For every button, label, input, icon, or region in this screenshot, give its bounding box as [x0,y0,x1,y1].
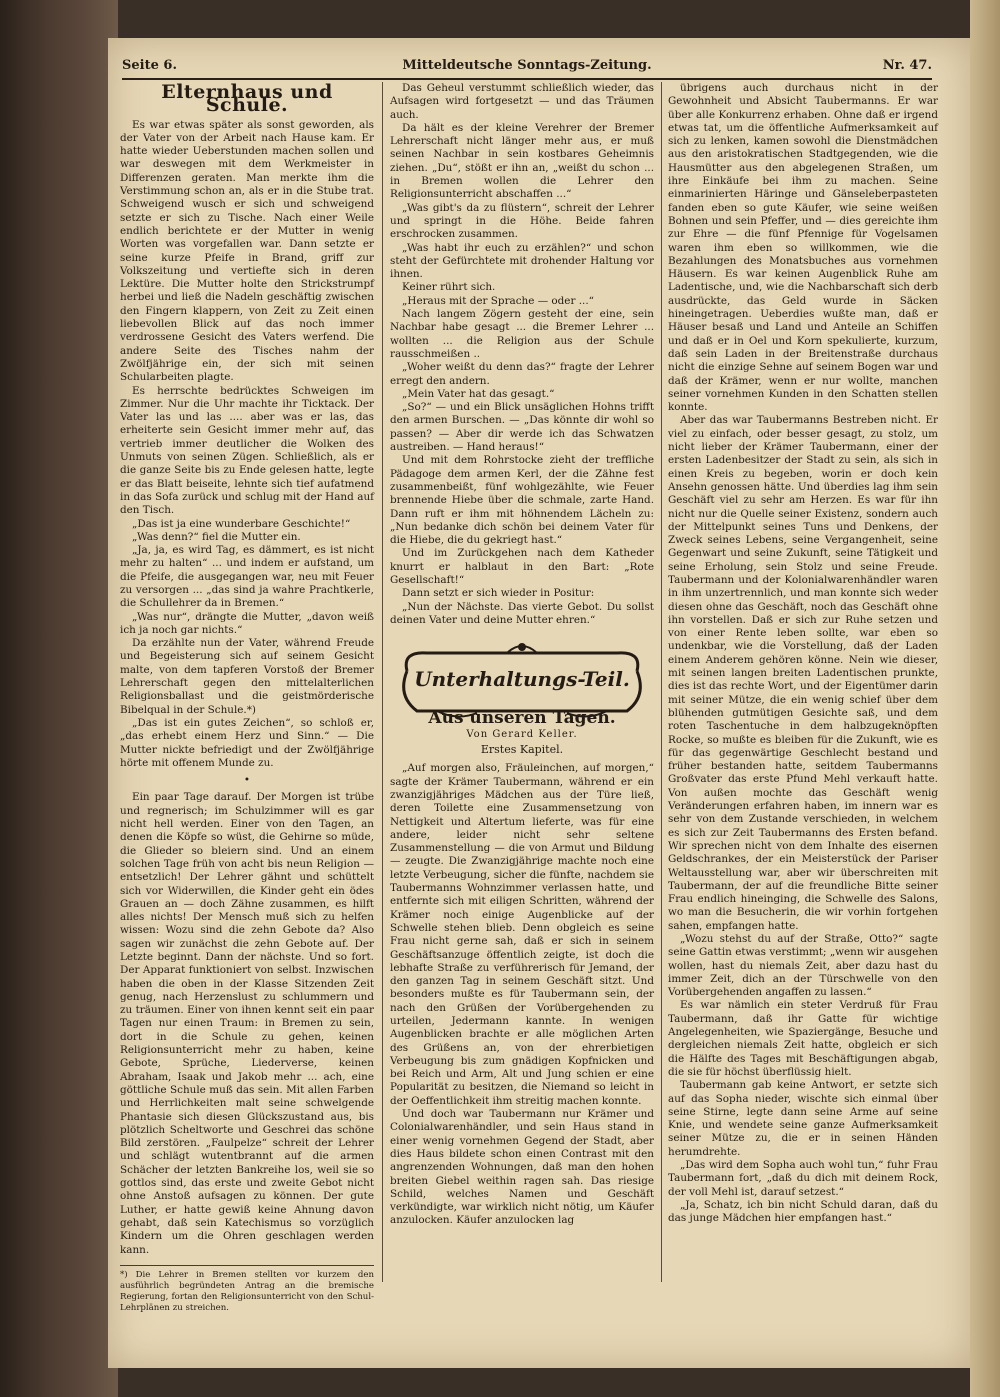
column-2 [390,82,654,1228]
page-header [122,56,932,80]
paragraph: Das Geheul verstummt schließlich wieder, das Aufsagen wird fortgesetzt — und das Träumen auch. [390,82,654,121]
paragraph: „Ja, Schatz, ich bin nicht Schuld daran, daß du das junge Mädchen hier empfangen hast.“ [668,1198,938,1225]
paragraph: Es war nämlich ein steter Verdruß für Frau Taubermann, daß ihr Gatte für wichtige Angelegenheiten, wie Spaziergänge, Besuche und dergleichen niemals Zeit hatte, obgleich er sich die Hälfte des Tages mit Beschäftigungen abgab, die sie für höchst überflüssig hielt. [668,999,938,1078]
paragraph: Ein paar Tage darauf. Der Morgen ist trübe und regnerisch; im Schulzimmer will es gar nicht hell werden. Einer von den Tagen, an denen die Köpfe so wüst, die Gehirne so müde, die Glieder so bleiern sind. Und an einem solchen Tage früh von acht bis neun Religion — entsetzlich! Der Lehrer gähnt und schüttelt sich vor Widerwillen, die Kinder geht ein ödes Grauen an — doch Zähne zusammen, es hilft alles nichts! Der Mensch muß sich zu helfen wissen: Wozu sind die zehn Gebote da? Also sagen wir zunächst die zehn Gebote auf. Der Letzte beginnt. Dann der nächste. Und so fort. Der Apparat funktioniert von selbst. Inzwischen haben die oben in der Klasse Sitzenden Zeit genug, nach Herzenslust zu schlummern und zu träumen. Einer von ihnen kennt seit ein paar Tagen nur einen Traum: in Bremen zu sein, dort in die Schule zu gehen, keinen Religionsunterricht mehr zu haben, keine Gebote, Sprüche, Liederverse, keinen Abraham, Isaak und Jakob mehr ... ach, eine göttliche Schule muß das sein. Mit allen Farben und Herrlichkeiten malt seine schwelgende Phantasie sich diesen Glückszustand aus, bis plötzlich Scheltworte und Geschrei das schöne Bild zerstören. „Faulpelze“ schreit der Lehrer und schlägt wutentbrannt auf die armen Schächer der letzten Bankreihe los, weil sie so gottlos sind, das erste und zweite Gebot nicht ohne Anstoß aufsagen zu können. Der gute Luther, er hatte gewiß keine Ahnung davon gehabt, daß sein Katechismus so vorzüglich Kindern um die Ohren geschlagen werden kann. [120,791,374,1256]
page-edge [970,0,1000,1397]
paragraph: „Heraus mit der Sprache — oder ...“ [402,294,594,307]
paragraph: Es war etwas später als sonst geworden, als der Vater von der Arbeit nach Hause kam. Er hatte wieder Ueberstunden machen sollen und war deswegen mit dem Werkmeister in Differenzen geraten. Man merkte ihm die Verstimmung schon an, als er in die Stube trat. Schweigend wusch er sich und schweigend setzte er sich zu Tische. Nach einer Weile endlich berichtete er der Mutter in wenig Worten was vorgefallen war. Dann setzte er seine kurze Pfeife in Brand, griff zur Volkszeitung und vertiefte sich in deren Lektüre. Die Mutter holte den Strickstrumpf herbei und ließ die Nadeln geschäftig zwischen den Fingern klappern, von Zeit zu Zeit einen liebevollen Blick auf das noch immer verdrossene Gesicht des Vaters werfend. Die andere Seite des Tisches nahm der Zwölfjährige ein, der sich mit seinen Schularbeiten plagte. [120,118,374,384]
page-number: Seite 6. [122,58,177,73]
paragraph: Taubermann gab keine Antwort, er setzte sich auf das Sopha nieder, wischte sich einmal über seine Stirne, legte dann seine Arme auf seine Knie, und wendete seine ganze Aufmerksamkeit seiner Mütze zu, die er in seinen Händen herumdrehte. [668,1079,938,1158]
paragraph: „Mein Vater hat das gesagt.“ [402,387,555,400]
column-1 [120,82,374,1314]
paragraph: „Woher weißt du denn das?“ fragte der Lehrer erregt den andern. [390,361,654,387]
article-body-continued [120,791,374,1256]
paragraph: „Auf morgen also, Fräuleinchen, auf morgen,“ sagte der Krämer Taubermann, während er ein zwanzigjähriges Mädchen aus der Türe ließ, deren Toilette eine Zusammensetzung von Nettigkeit und Altertum lieferte, was für eine andere, leider nicht sehr seltene Zusammenstellung — die von Armut und Bildung — zeugte. Die Zwanzigjährige machte noch eine letzte Verbeugung, sicher die fünfte, nachdem sie Taubermanns Wohnzimmer verlassen hatte, und entfernte sich mit eiligen Schritten, während der Krämer noch einige Augenblicke auf der Schwelle stehen blieb. Denn obgleich es seine Frau nicht gerne sah, daß er sich in seinem Geschäftsanzuge öffentlich zeigte, ist doch die lebhafte Straße zu verführerisch für Jemand, der den ganzen Tag in seinem Geschäft sitzt. Und besonders mußte es für Taubermann sein, der nach den Grüßen der Vorübergehenden zu urteilen, Jedermann kannte. In wenigen Augenblicken brachte er alle möglichen Arten des Grüßens an, von der ehrerbietigen Verbeugung bis zum gnädigen Kopfnicken und bei Reich und Arm, Alt und Jung schien er eine Popularität zu besitzen, die Niemand so leicht in der Oeffentlichkeit ihm streitig machen konnte. [390,762,654,1107]
paragraph: „Das ist ein gutes Zeichen“, so schloß er, „das erhebt einem Herz und Sinn.“ — Die Mutter nickte befriedigt und der Zwölfjährige hörte mit offenem Munde zu. [120,716,374,769]
paragraph: „Ja, ja, es wird Tag, es dämmert, es ist nicht mehr zu halten“ ... und indem er aufstand, um die Pfeife, die ausgegangen war, neu mit Feuer zu versorgen ... „das sind ja wahre Prachtkerle, die Schullehrer da in Bremen.“ [120,544,374,610]
paragraph: „Wozu stehst du auf der Straße, Otto?“ sagte seine Gattin etwas verstimmt; „wenn wir ausgehen wollen, hast du niemals Zeit, aber dazu hast du immer Zeit, dich an der Türschwelle von den Vorübergehenden angaffen zu lassen.“ [668,933,938,999]
paragraph: „Was habt ihr euch zu erzählen?“ und schon steht der Gefürchtete mit drohender Haltung vor ihnen. [390,241,654,281]
paragraph: „Was gibt's da zu flüstern“, schreit der Lehrer und springt in die Höhe. Beide fahren erschrocken zusammen. [390,201,654,241]
story-author: Von Gerard Keller. [466,728,578,740]
book-binding [0,0,118,1397]
paragraph: Keiner rührt sich. [402,281,496,294]
paragraph: „So?“ — und ein Blick unsäglichen Hohns trifft den armen Burschen. — „Das könnte dir wohl so passen? — Aber dir werde ich das Schwatzen austreiben. — Hand heraus!“ [390,401,654,454]
paragraph: Nach langem Zögern gesteht der eine, sein Nachbar habe gesagt ... die Bremer Lehrer ... wollten ... die Religion aus der Schule rausschmeißen .. [390,308,654,360]
article-title: Elternhaus und Schule. [161,81,333,117]
footnote: *) Die Lehrer in Bremen stellten vor kurzem den ausführlich begründeten Antrag an die bremische Regierung, fortan den Religionsunterricht von den Schul-Lehrplänen zu streichen. [120,1265,374,1314]
story-title: Aus unseren Tagen. [428,708,616,729]
masthead: Mitteldeutsche Sonntags-Zeitung. [402,58,652,73]
newspaper-page [108,38,970,1368]
paragraph: „Nun der Nächste. Das vierte Gebot. Du sollst deinen Vater und deine Mutter ehren.“ [390,600,654,626]
paragraph: Dann setzt er sich wieder in Positur: [402,587,595,600]
column-rule-2 [661,82,662,1282]
separator: • [243,774,251,787]
story-continuation [668,82,938,1226]
paragraph: „Was denn?“ fiel die Mutter ein. [132,530,301,543]
paragraph: Da erzählte nun der Vater, während Freude und Begeisterung sich auf seinem Gesicht malte, von dem tapferen Vorstoß der Bremer Lehrerschaft gegen den mittelalterlichen Religionsballast und die geistmörderische Bibelqual in der Schule.*) [120,637,374,716]
story-body [390,762,654,1227]
paragraph: Aber das war Taubermanns Bestreben nicht. Er viel zu einfach, oder besser gesagt, zu stolz, um nicht lieber der Krämer Taubermann, einer der ersten Ladenbesitzer der Stadt zu sein, als sich in einen Kreis zu begeben, worin er doch kein Ansehn genossen hätte. Und überdies lag ihm sein Geschäft viel zu sehr am Herzen. Es war für ihn nicht nur die Quelle seiner Existenz, sondern auch der Mittelpunkt seines Tuns und Denkens, der Zweck seines Lebens, seine Vergangenheit, seine Gegenwart und seine Zukunft, seine Tätigkeit und seine Erholung, sein Stolz und seine Freude. Taubermann und der Kolonialwarenhändler waren in ihm unzertrennlich, und man konnte sich weder diesen ohne das Geschäft, noch das Geschäft ohne ihn vorstellen. Daß er sich zur Ruhe setzen und von einer Rente leben sollte, war eben so undenkbar, wie die Vorstellung, daß der Laden einem Anderem gehören könne. Nein wie dieser, mit seinen langen breiten Ladentischen prunkte, dies ist das rechte Wort, und der Eigentümer darin mit seiner Mütze, die ein wenig schief über dem blühenden gutmütigen Gesichte saß, und dem roten Taschentuche in dem halbzugeknöpften Rocke, so mußte es bleiben für die Zukunft, wie es für das gegenwärtige Geschlecht bestand und früher bestanden hatte, seitdem Taubermanns Großvater das erste Pfund Mehl verkauft hatte. Von außen mochte das Geschäft wenig Veränderungen erfahren haben, im innern war es sehr von dem Zustande verschieden, in welchem es sich zur Zeit Taubermanns des Ersten befand. Wir sprechen nicht von dem Inhalte des eisernen Geldschrankes, der ein Meisterstück der Pariser Weltausstellung war, aber wir überschreiten mit Taubermann, der auf die freundliche Bitte seiner Frau endlich hineinging, die Schwelle des Salons, wo man die Besucherin, die wir vorhin fortgehen sahen, empfangen hatte. [668,414,938,932]
paragraph: „Was nur“, drängte die Mutter, „davon weiß ich ja noch gar nichts.“ [120,610,374,636]
section-title: Unterhaltungs-Teil. [414,667,630,692]
paragraph: Da hält es der kleine Verehrer der Bremer Lehrerschaft nicht länger mehr aus, er muß seinen Nachbar in sein kostbares Geheimnis ziehen. „Du“, stößt er ihn an, „weißt du schon ... in Bremen wollen die Lehrer den Religionsunterricht abschaffen ...“ [390,121,654,201]
paragraph: „Das wird dem Sopha auch wohl tun,“ fuhr Frau Taubermann fort, „daß du dich mit deinem Rock, der voll Mehl ist, darauf setzest.“ [668,1159,938,1198]
paragraph: Es herrschte bedrücktes Schweigen im Zimmer. Nur die Uhr machte ihr Ticktack. Der Vater las und las .... aber was er las, das erheiterte sein Gesicht immer mehr auf, das vertrieb immer deutlicher die Wolken des Unmuts von seinen Zügen. Schließlich, als er die ganze Seite bis zu Ende gelesen hatte, legte er das Blatt beiseite, lehnte sich tief aufatmend in das Sofa zurück und schlug mit der Hand auf den Tisch. [120,384,374,517]
paragraph: Und im Zurückgehen nach dem Katheder knurrt er halblaut in den Bart: „Rote Gesellschaft!“ [390,547,654,586]
article-body [120,119,374,771]
column-3 [668,82,938,1226]
issue-number: Nr. 47. [882,58,932,73]
paragraph: Und mit dem Rohrstocke zieht der treffliche Pädagoge dem armen Kerl, der die Zähne fest zusammenbeißt, fünf wohlgezählte, wie Feuer brennende Hiebe über die schmale, zarte Hand. Dann ruft er ihm mit höhnendem Lächeln zu: „Nun bedanke dich schön bei deinem Vater für die Hiebe, die du gekriegt hast.“ [390,454,654,547]
column-rule-1 [382,82,383,1282]
paragraph: „Das ist ja eine wunderbare Geschichte!“ [132,517,351,530]
article-continuation [390,82,654,627]
paragraph: übrigens auch durchaus nicht in der Gewohnheit und Absicht Taubermanns. Er war über alle Konkurrenz erhaben. Ohne daß er irgend etwas tat, um die öffentliche Aufmerksamkeit auf sich zu lenken, kamen sowohl die Dienstmädchen aus den aristokratischen Stadtgegenden, wie die Hausmütter aus den abgelegenen Straßen, um ihre Einkäufe bei ihm zu machen. Seine einmarinierten Häringe und Gänseleberpasteten fanden eben so gute Käufer, wie seine weißen Bohnen und sein Pfeffer, und — dies gereichte ihm zur Ehre — die fünf Pfennige für Vogelsamen waren ihm eben so willkommen, wie die Bezahlungen des Monatsbuches aus vornehmen Häusern. Es war keinen Augenblick Ruhe am Ladentische, und, wie die Nachbarschaft sich derb ausdrückte, das Geld wurde in Säcken hineingetragen. Ueberdies wußte man, daß er Häuser besaß und Land und Anteile an Schiffen und daß er in Oel und Korn spekulierte, kurzum, daß sein Laden in der Breitenstraße durchaus nicht die einzige Sehne auf seinem Bogen war und daß der Krämer, wenn er nur wollte, manchen seiner vornehmen Kunden in den Schatten stellen konnte. [668,82,938,414]
paragraph: Und doch war Taubermann nur Krämer und Colonialwarenhändler, und sein Haus stand in einer wenig vornehmen Gegend der Stadt, aber dies Haus bildete schon einen Contrast mit den angrenzenden Wohnungen, daß man den hohen breiten Giebel weithin ragen sah. Das riesige Schild, welches Namen und Geschäft verkündigte, war wirklich nicht nötig, um Käufer anzulocken. Käufer anzulocken lag [390,1108,654,1227]
story-chapter: Erstes Kapitel. [480,743,564,757]
